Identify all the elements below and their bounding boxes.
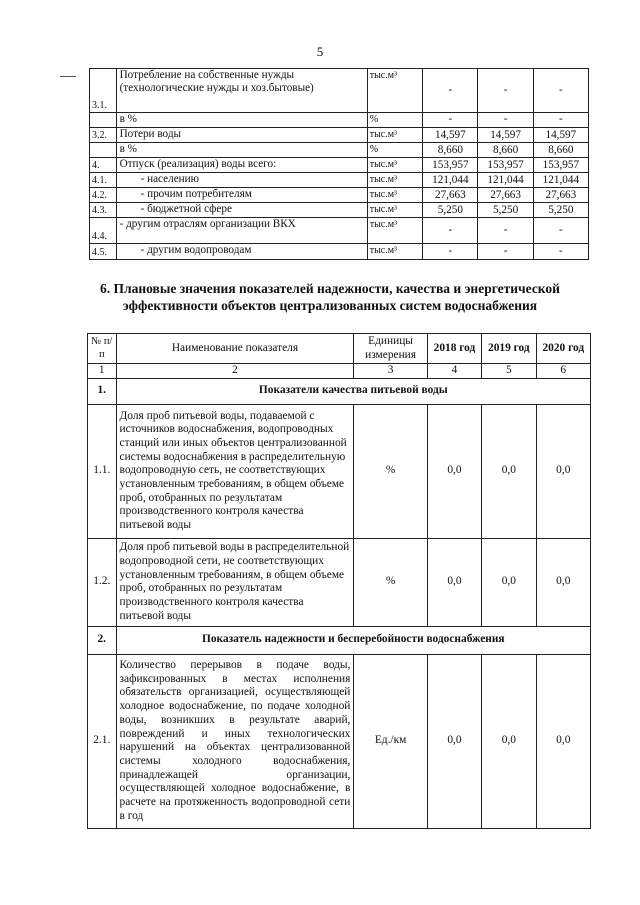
- col-number: 2: [116, 364, 354, 379]
- value-2020: -: [533, 69, 588, 113]
- consumption-row: [90, 128, 589, 143]
- indicator-row-1-2: [88, 538, 591, 626]
- header-unit: Единицы измерения: [354, 334, 427, 364]
- header-2020: 2020 год: [536, 334, 590, 364]
- section-2-num: 2.: [88, 626, 117, 654]
- value-2020: 0,0: [536, 404, 590, 538]
- column-number-row: [88, 364, 591, 379]
- consumption-row: [90, 244, 589, 260]
- indicator-unit: %: [354, 538, 427, 626]
- row-num: 4.: [90, 158, 117, 173]
- row-num: [90, 113, 117, 128]
- row-name: - населению: [116, 173, 367, 188]
- value-2019: 0,0: [482, 538, 536, 626]
- indicator-name: Доля проб питьевой воды в распределительной водопроводной сети, не соответствующих установленным требованиям, в общем объеме проб, отобранных по результатам производственного контроля качества питьевой воды: [116, 538, 354, 626]
- row-unit: %: [367, 143, 423, 158]
- value-2018: -: [423, 69, 478, 113]
- value-2019: 8,660: [478, 143, 533, 158]
- value-2018: 0,0: [427, 404, 481, 538]
- consumption-row: [90, 113, 589, 128]
- consumption-row: [90, 218, 589, 244]
- header-num: № п/п: [88, 334, 117, 364]
- section-1-title: Показатели качества питьевой воды: [116, 378, 590, 404]
- consumption-row: [90, 158, 589, 173]
- value-2019: 5,250: [478, 203, 533, 218]
- value-2020: 8,660: [533, 143, 588, 158]
- consumption-row: [90, 69, 589, 113]
- row-num: [90, 143, 117, 158]
- col-number: 4: [427, 364, 481, 379]
- row-name: Отпуск (реализация) воды всего:: [116, 158, 367, 173]
- margin-dash-mark: [60, 76, 76, 77]
- row-name: в %: [116, 143, 367, 158]
- section-2-title: Показатель надежности и бесперебойности водоснабжения: [116, 626, 590, 654]
- section-2-row: [88, 626, 591, 654]
- value-2018: 0,0: [427, 654, 481, 828]
- header-name: Наименование показателя: [116, 334, 354, 364]
- value-2018: 0,0: [427, 538, 481, 626]
- value-2019: 121,044: [478, 173, 533, 188]
- row-name: - другим водопроводам: [116, 244, 367, 260]
- row-num: 4.5.: [90, 244, 117, 260]
- row-unit: тыс.м³: [367, 244, 423, 260]
- value-2018: 14,597: [423, 128, 478, 143]
- header-row: [88, 334, 591, 364]
- consumption-row: [90, 173, 589, 188]
- row-num: 3.1.: [90, 69, 117, 113]
- value-2019: -: [478, 244, 533, 260]
- value-2019: -: [478, 113, 533, 128]
- value-2019: 0,0: [482, 404, 536, 538]
- row-num: 1.1.: [88, 404, 117, 538]
- consumption-row: [90, 203, 589, 218]
- indicator-name: Количество перерывов в подаче воды, зафиксированных в местах исполнения обязательств организацией, осуществляющей холодное водоснабжение, по подаче холодной воды, возникших в результате аварий, повреждений и иных технологических нарушений на объектах централизованной системы холодного водоснабжения, принадлежащей организации, осуществляющей холодное водоснабжение, в расчете на протяженность водопроводной сети в год: [116, 654, 354, 828]
- row-unit: тыс.м³: [367, 158, 423, 173]
- value-2020: 0,0: [536, 538, 590, 626]
- indicators-table: [87, 333, 591, 829]
- indicator-row-2-1: [88, 654, 591, 828]
- row-num: 1.2.: [88, 538, 117, 626]
- value-2018: 8,660: [423, 143, 478, 158]
- row-num: 4.1.: [90, 173, 117, 188]
- row-unit: тыс.м³: [367, 203, 423, 218]
- value-2020: 5,250: [533, 203, 588, 218]
- value-2018: -: [423, 113, 478, 128]
- col-number: 3: [354, 364, 427, 379]
- col-number: 5: [482, 364, 536, 379]
- consumption-row: [90, 143, 589, 158]
- value-2019: 0,0: [482, 654, 536, 828]
- row-num: 2.1.: [88, 654, 117, 828]
- value-2018: 27,663: [423, 188, 478, 203]
- row-name: - прочим потребителям: [116, 188, 367, 203]
- row-unit: тыс.м³: [367, 173, 423, 188]
- section-1-num: 1.: [88, 378, 117, 404]
- value-2018: 5,250: [423, 203, 478, 218]
- value-2020: 0,0: [536, 654, 590, 828]
- consumption-row: [90, 188, 589, 203]
- col-number: 6: [536, 364, 590, 379]
- value-2020: 27,663: [533, 188, 588, 203]
- water-consumption-table: [89, 68, 589, 260]
- value-2020: 153,957: [533, 158, 588, 173]
- value-2019: -: [478, 69, 533, 113]
- value-2020: -: [533, 218, 588, 244]
- row-num: 4.4.: [90, 218, 117, 244]
- row-unit: тыс.м³: [367, 69, 423, 113]
- value-2020: -: [533, 113, 588, 128]
- value-2019: 27,663: [478, 188, 533, 203]
- value-2019: 153,957: [478, 158, 533, 173]
- row-name: Потребление на собственные нужды (технологические нужды и хоз.бытовые): [116, 69, 367, 113]
- row-num: 4.3.: [90, 203, 117, 218]
- row-name: в %: [116, 113, 367, 128]
- value-2020: 121,044: [533, 173, 588, 188]
- row-name: - бюджетной сфере: [116, 203, 367, 218]
- indicator-name: Доля проб питьевой воды, подаваемой с источников водоснабжения, водопроводных станций или иных объектов централизованной системы водоснабжения в распределительную водопроводную сеть, не соответствующих установленным требованиям, в общем объеме проб, отобранных по результатам производственного контроля качества питьевой воды: [116, 404, 354, 538]
- row-name: Потери воды: [116, 128, 367, 143]
- row-num: 3.2.: [90, 128, 117, 143]
- section-6-title: 6. Плановые значения показателей надежности, качества и энергетической эффективности объектов централизованных систем водоснабжения: [100, 281, 560, 313]
- value-2020: 14,597: [533, 128, 588, 143]
- indicator-row-1-1: [88, 404, 591, 538]
- row-unit: тыс.м³: [367, 188, 423, 203]
- value-2018: -: [423, 218, 478, 244]
- value-2019: -: [478, 218, 533, 244]
- value-2018: 153,957: [423, 158, 478, 173]
- row-num: 4.2.: [90, 188, 117, 203]
- header-2019: 2019 год: [482, 334, 536, 364]
- indicator-unit: Ед./км: [354, 654, 427, 828]
- header-2018: 2018 год: [427, 334, 481, 364]
- section-1-row: [88, 378, 591, 404]
- row-unit: тыс.м³: [367, 128, 423, 143]
- indicator-unit: %: [354, 404, 427, 538]
- page-number: 5: [316, 44, 324, 59]
- value-2018: -: [423, 244, 478, 260]
- col-number: 1: [88, 364, 117, 379]
- value-2019: 14,597: [478, 128, 533, 143]
- value-2020: -: [533, 244, 588, 260]
- row-unit: тыс.м³: [367, 218, 423, 244]
- row-unit: %: [367, 113, 423, 128]
- row-name: - другим отраслям организации ВКХ: [116, 218, 367, 244]
- value-2018: 121,044: [423, 173, 478, 188]
